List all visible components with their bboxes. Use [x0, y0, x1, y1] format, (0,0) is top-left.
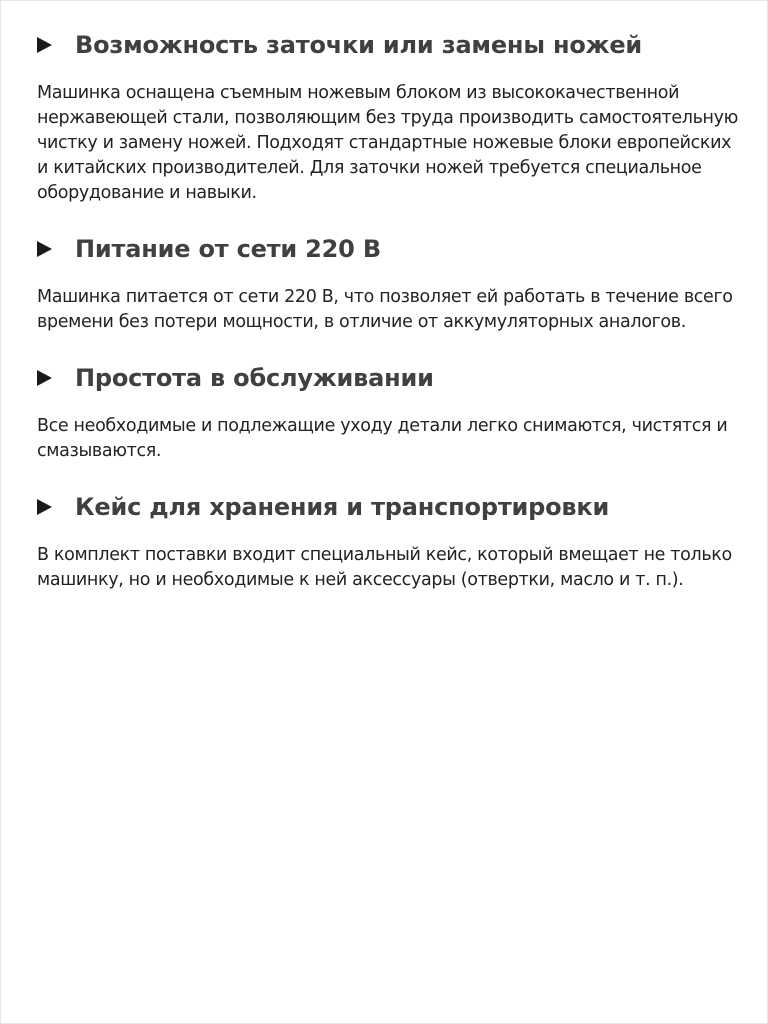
triangle-bullet-icon [37, 37, 52, 53]
section-heading-text: Кейс для хранения и транспортировки [75, 493, 610, 521]
section-body-text: Машинка оснащена съемным ножевым блоком из высококачественной нержавеющей стали, позволяющим без труда производить самостоятельную чистку и замену ножей. Подходят стандартные ножевые блоки европейских и китайских производителей. Для заточки ножей требуется специальное оборудование и навыки. [37, 83, 739, 203]
triangle-bullet-icon [37, 370, 52, 386]
section-heading [37, 230, 741, 268]
feature-section-case [37, 488, 741, 593]
triangle-bullet-icon [37, 241, 52, 257]
feature-section-blades [37, 26, 741, 206]
section-body-text: Все необходимые и подлежащие уходу детали легко снимаются, чистятся и смазываются. [37, 416, 728, 461]
section-heading [37, 359, 741, 397]
section-heading [37, 26, 741, 64]
section-heading-text: Простота в обслуживании [75, 364, 434, 392]
section-heading-text: Питание от сети 220 В [75, 235, 381, 263]
triangle-bullet-icon [37, 499, 52, 515]
section-body-text: В комплект поставки входит специальный кейс, который вмещает не только машинку, но и необходимые к ней аксессуары (отвертки, масло и т. п.). [37, 545, 732, 590]
feature-list [37, 26, 741, 593]
feature-section-power [37, 230, 741, 335]
feature-section-maintenance [37, 359, 741, 464]
section-heading-text: Возможность заточки или замены ножей [75, 31, 643, 59]
section-body-text: Машинка питается от сети 220 В, что позволяет ей работать в течение всего времени без потери мощности, в отличие от аккумуляторных аналогов. [37, 287, 733, 332]
section-heading [37, 488, 741, 526]
